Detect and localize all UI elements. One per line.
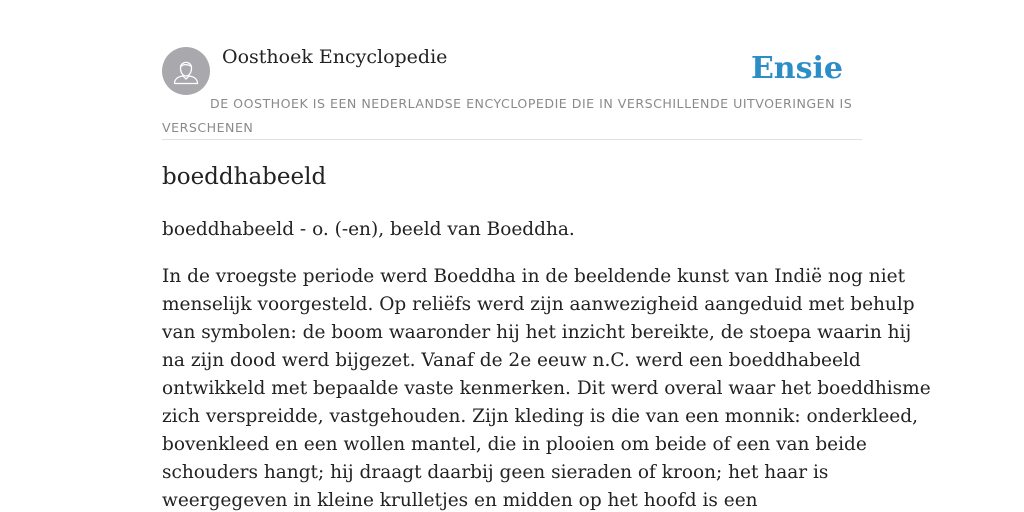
ensie-logo-link[interactable]: Ensie bbox=[750, 51, 843, 86]
article-body-line: menselijk voorgesteld. Op reliëfs werd zijn aanwezigheid aangeduid met behulp bbox=[162, 294, 915, 315]
article-body-line: weergegeven in kleine krulletjes en midden op het hoofd is een bbox=[162, 490, 758, 511]
article-body-line: schouders hangt; hij draagt daarbij geen sieraden of kroon; het haar is bbox=[162, 462, 829, 483]
article-title: boeddhabeeld bbox=[162, 164, 327, 190]
source-description: DE OOSTHOEK IS EEN NEDERLANDSE ENCYCLOPEDIE DIE IN VERSCHILLENDE UITVOERINGEN IS VERSCHENEN bbox=[162, 96, 853, 135]
source-name-link[interactable]: Oosthoek Encyclopedie bbox=[222, 46, 448, 68]
article-body-line: ontwikkeld met bepaalde vaste kenmerken. Dit werd overal waar het boeddhisme bbox=[162, 378, 931, 399]
article-body bbox=[162, 263, 931, 512]
article-body-line: na zijn dood werd bijgezet. Vanaf de 2e eeuw n.C. werd een boeddhabeeld bbox=[162, 350, 861, 371]
article-body-line: van symbolen: de boom waaronder hij het inzicht bereikte, de stoepa waarin hij bbox=[162, 322, 912, 343]
article-body-line: zich verspreidde, vastgehouden. Zijn kleding is die van een monnik: onderkleed, bbox=[162, 406, 918, 427]
user-avatar-icon[interactable] bbox=[162, 47, 210, 95]
page-container bbox=[162, 0, 931, 511]
article-definition: boeddhabeeld - o. (-en), beeld van Boeddha. bbox=[162, 219, 575, 240]
article-body-line: In de vroegste periode werd Boeddha in de beeldende kunst van Indië nog niet bbox=[162, 266, 905, 287]
article-body-line: bovenkleed en een wollen mantel, die in plooien om beide of een van beide bbox=[162, 434, 867, 455]
source-header bbox=[162, 0, 862, 140]
